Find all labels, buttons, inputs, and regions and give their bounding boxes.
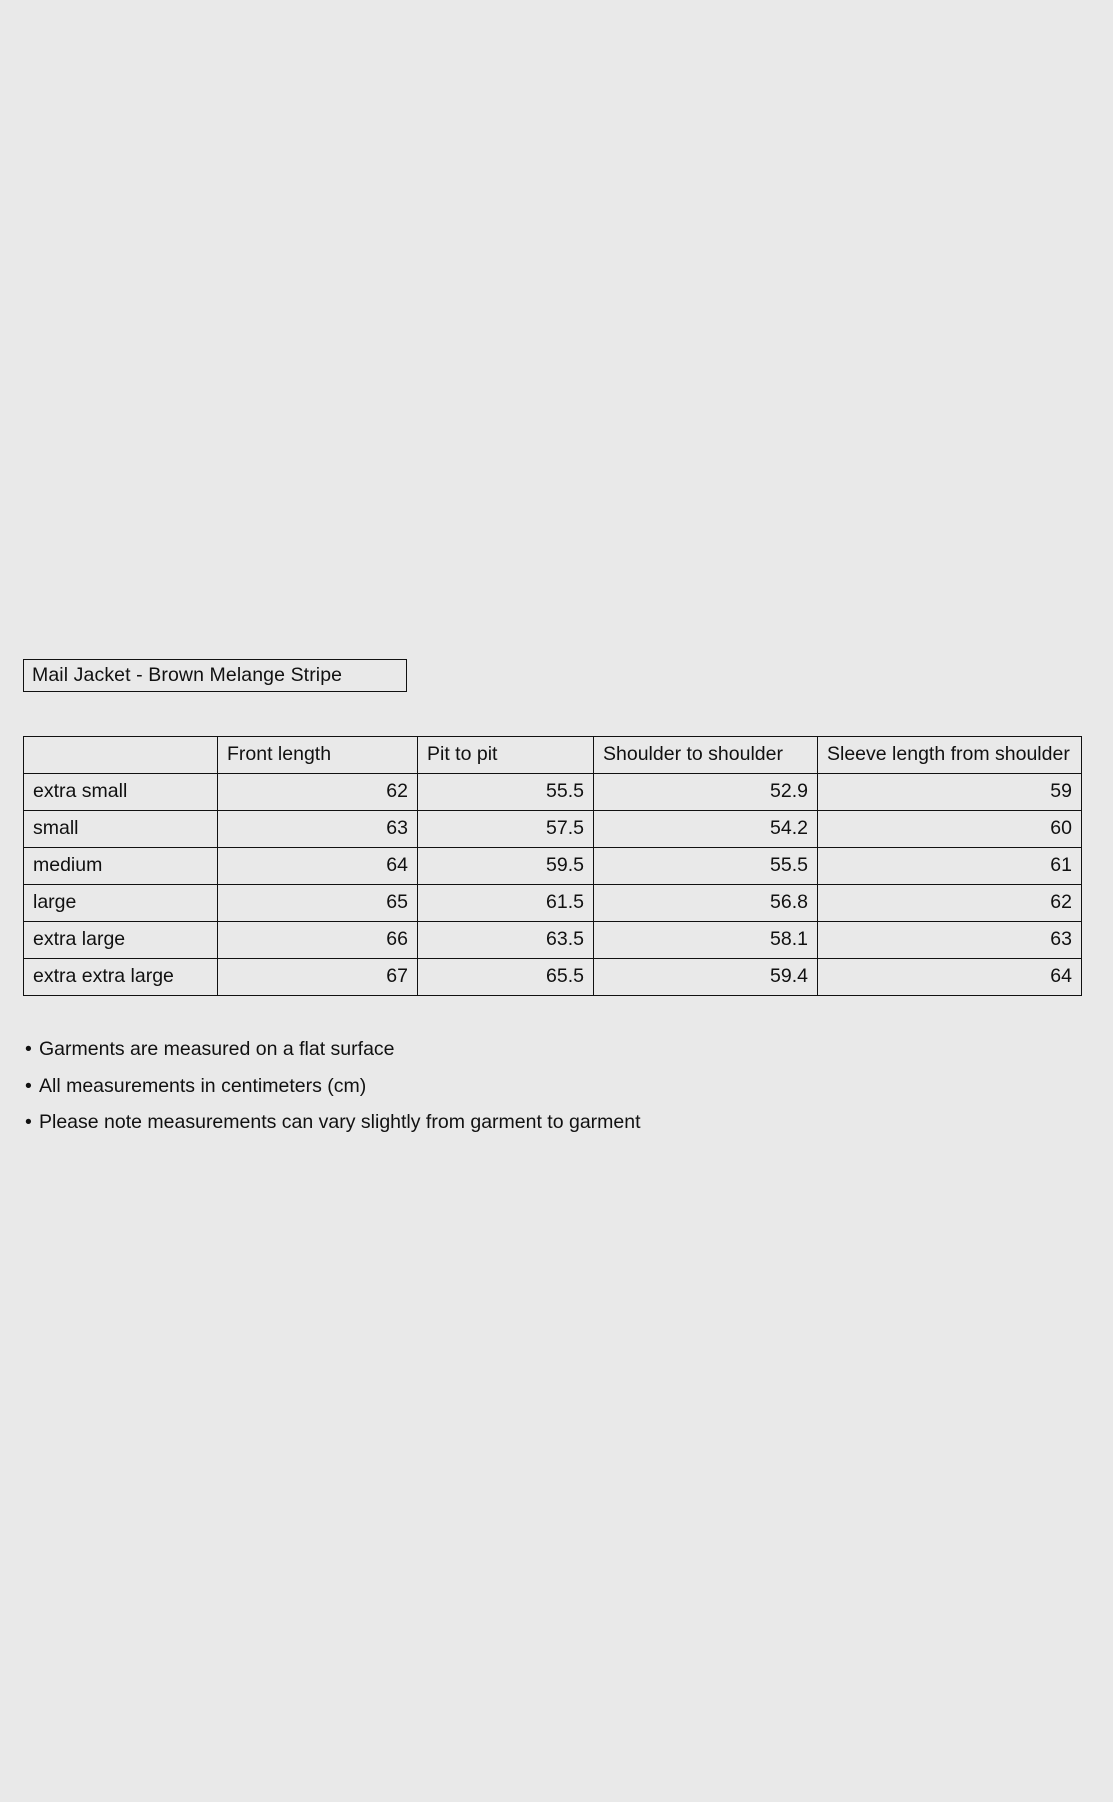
note-item (25, 1074, 925, 1097)
cell-extra-large-shoulder-to-shoulder: 58.1 (594, 922, 818, 959)
cell-extra-small-sleeve-length: 59 (818, 774, 1082, 811)
table-row (24, 885, 1082, 922)
cell-large-shoulder-to-shoulder: 56.8 (594, 885, 818, 922)
row-label-extra-small: extra small (24, 774, 218, 811)
column-header-sleeve-length: Sleeve length from shoulder (818, 737, 1082, 774)
table-row (24, 811, 1082, 848)
column-header-pit-to-pit: Pit to pit (418, 737, 594, 774)
table-row (24, 922, 1082, 959)
note-item (25, 1113, 925, 1133)
cell-extra-extra-large-shoulder-to-shoulder: 59.4 (594, 959, 818, 996)
cell-extra-extra-large-pit-to-pit: 65.5 (418, 959, 594, 996)
cell-extra-small-pit-to-pit: 55.5 (418, 774, 594, 811)
bullet-icon: • (25, 1038, 32, 1060)
cell-medium-pit-to-pit: 59.5 (418, 848, 594, 885)
table-row (24, 774, 1082, 811)
cell-small-pit-to-pit: 57.5 (418, 811, 594, 848)
note-item (25, 1040, 925, 1060)
bullet-icon: • (25, 1111, 32, 1133)
row-label-extra-extra-large: extra extra large (24, 959, 218, 996)
note-text: Garments are measured on a flat surface (39, 1038, 395, 1060)
table-row (24, 848, 1082, 885)
cell-medium-shoulder-to-shoulder: 55.5 (594, 848, 818, 885)
cell-large-sleeve-length: 62 (818, 885, 1082, 922)
table-corner-header (24, 737, 218, 774)
row-label-large: large (24, 885, 218, 922)
cell-extra-extra-large-sleeve-length: 64 (818, 959, 1082, 996)
table-row (24, 959, 1082, 996)
bullet-icon: • (25, 1074, 32, 1097)
garment-title-box (23, 659, 407, 692)
cell-medium-sleeve-length: 61 (818, 848, 1082, 885)
cell-extra-extra-large-front-length: 67 (218, 959, 418, 996)
row-label-small: small (24, 811, 218, 848)
cell-small-shoulder-to-shoulder: 54.2 (594, 811, 818, 848)
row-label-medium: medium (24, 848, 218, 885)
cell-small-front-length: 63 (218, 811, 418, 848)
cell-large-front-length: 65 (218, 885, 418, 922)
cell-extra-large-pit-to-pit: 63.5 (418, 922, 594, 959)
row-label-extra-large: extra large (24, 922, 218, 959)
measurements-table (23, 736, 1082, 996)
cell-extra-large-front-length: 66 (218, 922, 418, 959)
table-header-row (24, 737, 1082, 774)
column-header-front-length: Front length (218, 737, 418, 774)
cell-large-pit-to-pit: 61.5 (418, 885, 594, 922)
cell-extra-large-sleeve-length: 63 (818, 922, 1082, 959)
page-title: Mail Jacket - Brown Melange Stripe (32, 663, 343, 686)
column-header-shoulder-to-shoulder: Shoulder to shoulder (594, 737, 818, 774)
cell-medium-front-length: 64 (218, 848, 418, 885)
notes-list (25, 1040, 925, 1150)
measurements-table-wrapper (23, 736, 1081, 996)
cell-extra-small-shoulder-to-shoulder: 52.9 (594, 774, 818, 811)
cell-extra-small-front-length: 62 (218, 774, 418, 811)
note-text: Please note measurements can vary slightly from garment to garment (39, 1111, 641, 1133)
note-text: All measurements in centimeters (cm) (39, 1074, 367, 1097)
cell-small-sleeve-length: 60 (818, 811, 1082, 848)
